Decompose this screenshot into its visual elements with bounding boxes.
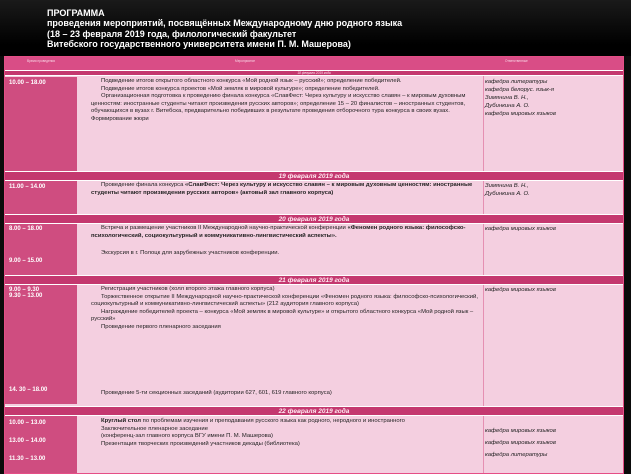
column-header-event: Мероприятие [235, 59, 256, 63]
responsible-item: Зимянина В. Н., [485, 95, 529, 101]
responsible-item: кафедра мировых языков [485, 428, 556, 434]
event-item: Проведение финала конкурса «СлавФест: Через культуру и искусство славян – к мировым духовным ценностям: иностранные студенты читают произведения русских авторов» (актовый зал главного корпуса) [91, 182, 473, 196]
table-header-row [5, 57, 623, 70]
day-4-responsible [485, 286, 623, 294]
day-5-events [91, 418, 483, 448]
time-value: 9.00 – 9.30 [9, 287, 40, 293]
responsible-item: Дубинкина А. О. [485, 103, 530, 109]
event-item: Организационная подготовка к проведению финала конкурса «СлавФест: Через культуру и искусство славян – к мировым духовным ценностям: иностранные студенты читают произведения русских авторов»; определение 15 – 20 финалистов – иностранных студентов, обучающихся в вузах г. Витебска, предварительно победивших в результате проведения отборочного тура конкурса в своих вузах. Формирование жюри [91, 93, 466, 122]
responsible-item: кафедра мировых языков [485, 440, 556, 446]
time-cell [5, 416, 77, 474]
program-subtitle [47, 18, 567, 50]
day-bar-2: 19 февраля 2019 года [5, 171, 623, 181]
time-value: 10.00 – 13.00 [9, 420, 46, 426]
event-item: Подведение итогов открытого областного конкурса «Мой родной язык – русский»; определение победителей. [101, 78, 402, 84]
time-cell [5, 285, 77, 404]
day-4-sections [91, 390, 483, 398]
event-item: Регистрация участников (холл второго этажа главного корпуса) [101, 286, 275, 292]
event-item: Встреча и размещение участников II Международной научно-практической конференции «Феномен родного языка: философско-психологический, социокультурный и коммуникативно-лингвистический аспекты». [91, 225, 466, 239]
day-2-responsible [485, 182, 623, 198]
event-item: Презентация творческих произведений участников декады (библиотека) [101, 440, 300, 447]
day-bar-4: 21 февраля 2019 года [5, 275, 623, 285]
day-1-responsible [485, 78, 623, 118]
time-cell: 10.00 – 18.00 [5, 77, 77, 176]
day-4-events [91, 286, 483, 332]
event-item: Экскурсия в г. Полоцк для зарубежных участников конференции. [101, 250, 280, 257]
event-item: Торжественное открытие II Международной научно-практической конференции «Феномен родного языка: философско-психологический, социокультурный и коммуникативно-лингвистический аспекты» (212 аудитория главного корпуса) [91, 293, 478, 308]
responsible-item: кафедра мировых языков [485, 226, 556, 232]
responsible-item: кафедра белорус. язык-я [485, 87, 555, 93]
schedule-table [4, 56, 624, 474]
event-item: Заключительное пленарное заседание [101, 425, 208, 432]
column-header-responsible: Ответственные [505, 59, 528, 63]
day-1-events [91, 78, 483, 124]
day-3-responsible [485, 225, 623, 233]
program-title: ПРОГРАММА [47, 8, 105, 18]
program-header [0, 0, 631, 56]
event-item: Проведение первого пленарного заседания [101, 323, 221, 330]
time-value: 9.30 – 13.00 [9, 293, 43, 299]
day-2-events [91, 182, 483, 197]
responsible-item: кафедра литературы [485, 452, 548, 458]
column-header-time: Время проведения [27, 59, 56, 63]
subtitle-line-3: Витебского государственного университета имени П. М. Машерова) [47, 39, 351, 49]
responsible-item: кафедра литературы [485, 79, 548, 85]
time-value: 8.00 – 18.00 [9, 226, 43, 232]
subtitle-line-1: проведения мероприятий, посвящённых Международному дню родного языка [47, 18, 403, 28]
time-value: 11.30 – 13.00 [9, 456, 46, 462]
time-value: 9.00 – 15.00 [9, 258, 43, 264]
day-bar-5: 22 февраля 2019 года [5, 406, 623, 416]
day-3-events [91, 225, 483, 258]
time-cell [5, 224, 77, 275]
day-bar-3: 20 февраля 2019 года [5, 214, 623, 224]
event-item: (конференц-зал главного корпуса ВГУ имени П. М. Машерова) [101, 433, 273, 440]
subtitle-line-2: (18 – 23 февраля 2019 года, филологический факультет [47, 28, 297, 39]
event-item: Подведение итогов конкурса проектов «Мой земляк в мировой культуре»; определение победителей. [101, 85, 380, 92]
event-item: Проведение 5-ти секционных заседаний (аудитории 627, 601, 619 главного корпуса) [101, 390, 332, 396]
responsible-item: кафедра мировых языков [485, 287, 556, 293]
day-bar-1: 18 февраля 2019 года [5, 70, 623, 76]
time-value: 14. 30 – 18.00 [9, 387, 48, 393]
responsible-item: кафедра мировых языков [485, 111, 556, 117]
event-item: Круглый стол по проблемам изучения и преподавания русского языка как родного, неродного и иностранного [101, 418, 405, 424]
day-5-responsible [485, 427, 623, 460]
time-value: 13.00 – 14.00 [9, 438, 46, 444]
time-cell: 11.00 – 14.00 [5, 181, 77, 214]
responsible-item: Дубинкина А. О. [485, 191, 530, 197]
event-item: Награждение победителей проекта – конкурса «Мой земляк в мировой культуре» и открытого областного конкурса «Мой родной язык – русский» [91, 308, 474, 323]
responsible-item: Зимянина В. Н., [485, 183, 529, 189]
